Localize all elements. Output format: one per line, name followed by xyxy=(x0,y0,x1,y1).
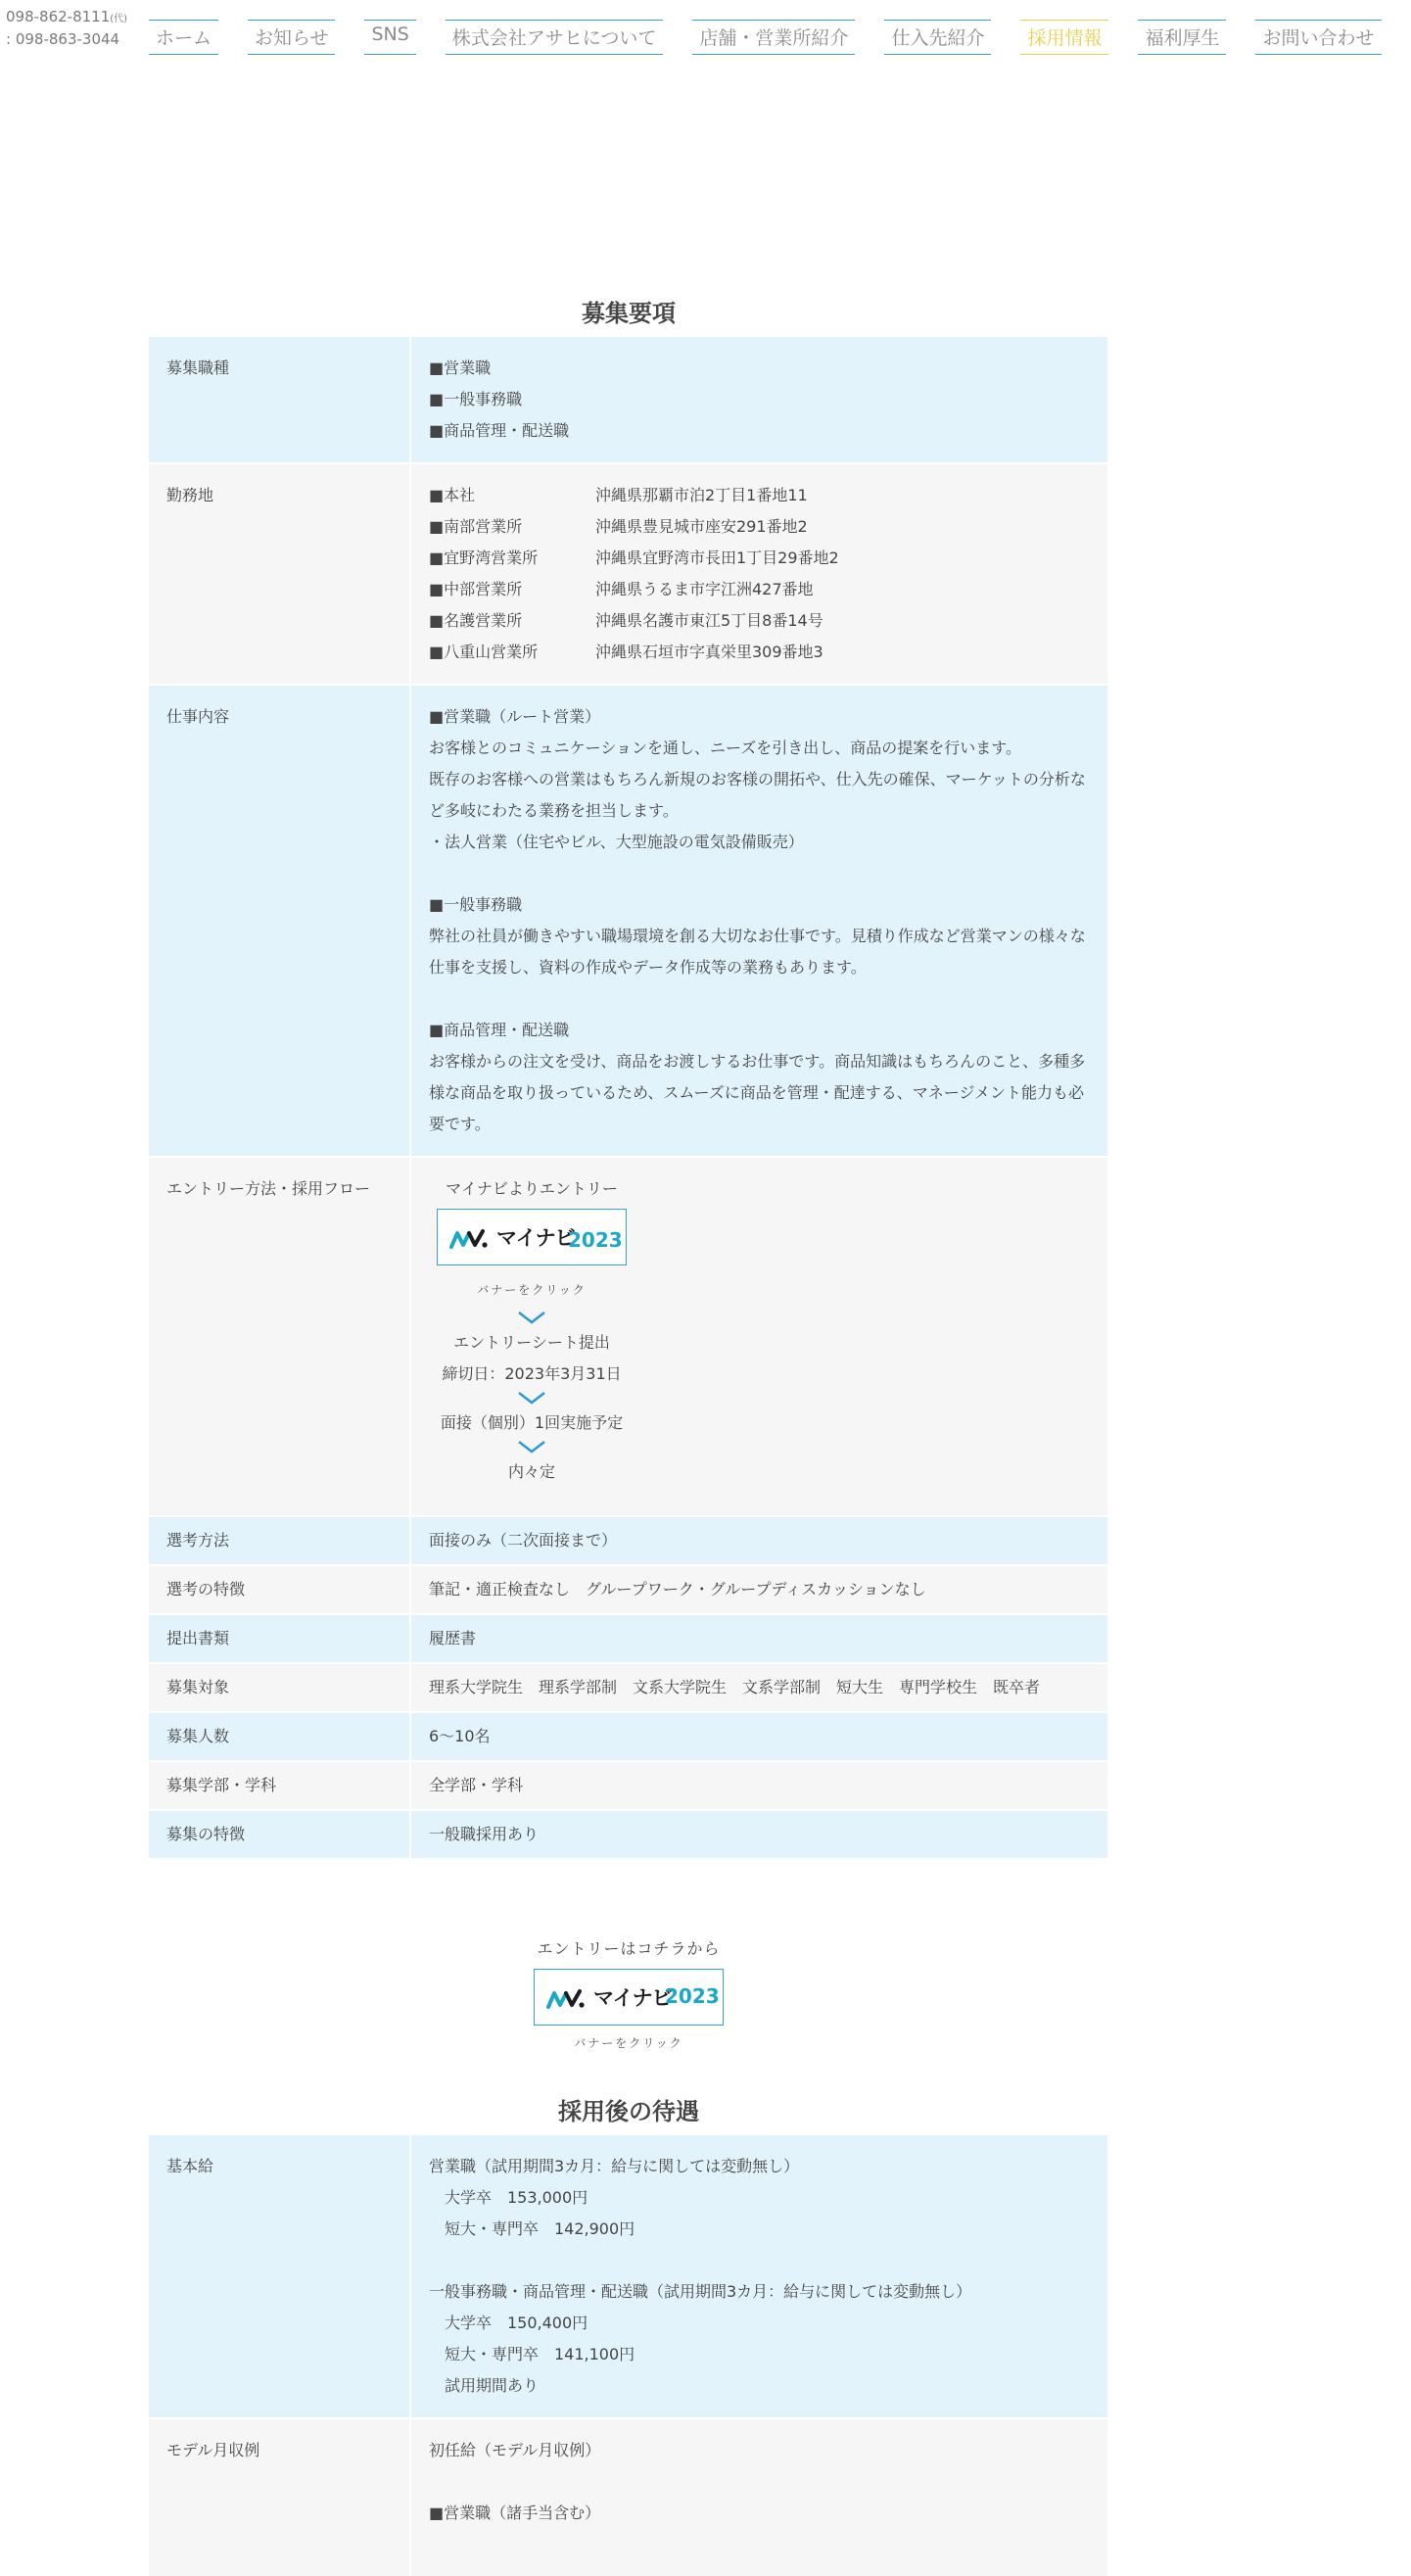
job-description-line: ・法人営業（住宅やビル、大型施設の電気設備販売） xyxy=(429,833,804,851)
row-label: 募集対象 xyxy=(149,1664,411,1711)
row-label: 勤務地 xyxy=(149,464,411,684)
treatment-table xyxy=(149,2135,1107,2576)
table-row xyxy=(149,1515,1107,1564)
location-address: 沖縄県宜野湾市長田1丁目29番地2 xyxy=(595,549,839,567)
mynavi-year: 2023 xyxy=(665,1984,720,2008)
table-row xyxy=(149,1613,1107,1662)
table-row xyxy=(149,462,1107,684)
flow-deadline: 締切日：2023年3月31日 xyxy=(442,1364,622,1383)
spacer xyxy=(429,2245,1090,2276)
job-type: ■一般事務職 xyxy=(429,390,523,408)
location-address: 沖縄県豊見城市座安291番地2 xyxy=(595,517,808,536)
table-row xyxy=(149,1564,1107,1613)
salary-line: 短大・専門卒 142,900円 xyxy=(429,2219,635,2238)
spacer xyxy=(429,2466,1090,2498)
flow-step-entry: マイナビよりエントリー xyxy=(446,1179,618,1198)
chevron-down-icon xyxy=(516,1439,547,1455)
row-value: 筆記・適正検査なし グループワーク・グループディスカッションなし xyxy=(429,1580,926,1598)
row-value: 6〜10名 xyxy=(429,1727,491,1745)
location-name: ■南部営業所 xyxy=(429,517,523,536)
mynavi-logo-icon xyxy=(449,1227,489,1249)
mynavi-brand: マイナビ xyxy=(496,1226,575,1250)
entry-block xyxy=(0,1937,1257,2053)
location-address: 沖縄県うるま市字江洲427番地 xyxy=(595,580,814,598)
job-description-line: お客様からの注文を受け、商品をお渡しするお仕事です。商品知識はもちろんのこと、多種多 xyxy=(429,1052,1086,1071)
flow-step-offer: 内々定 xyxy=(507,1462,555,1481)
job-description-line: ■一般事務職 xyxy=(429,895,523,914)
table-row xyxy=(149,1760,1107,1809)
location-name: ■八重山営業所 xyxy=(429,643,539,661)
job-description-line: ■商品管理・配送職 xyxy=(429,1021,570,1039)
nav-welfare[interactable]: 福利厚生 xyxy=(1138,20,1226,55)
salary-line: 短大・専門卒 141,100円 xyxy=(429,2345,635,2363)
tel-number[interactable]: 098-862-8111 xyxy=(6,8,111,25)
location-name: ■中部営業所 xyxy=(429,580,523,598)
nav-home[interactable]: ホーム xyxy=(149,20,218,55)
location-item xyxy=(429,605,1090,637)
nav-stores[interactable]: 店舗・営業所紹介 xyxy=(692,20,855,55)
location-address: 沖縄県那覇市泊2丁目1番地11 xyxy=(595,486,808,504)
location-name: ■宜野湾営業所 xyxy=(429,549,539,567)
model-income-line: 初任給（モデル月収例） xyxy=(429,2441,601,2459)
row-value xyxy=(411,2419,1107,2576)
row-label: モデル月収例 xyxy=(149,2419,411,2576)
chevron-down-icon xyxy=(516,1310,547,1325)
spacer xyxy=(429,2529,1090,2560)
table-row xyxy=(149,684,1107,1156)
salary-line: 営業職（試用期間3カ月：給与に関しては変動無し） xyxy=(429,2157,800,2175)
row-value: 理系大学院生 理系学部制 文系大学院生 文系学部制 短大生 専門学校生 既卒者 xyxy=(429,1678,1041,1696)
job-description-line: ■営業職（ルート営業） xyxy=(429,707,601,726)
nav-contact[interactable]: お問い合わせ xyxy=(1255,20,1381,55)
job-description-line: 仕事を支援し、資料の作成やデータ作成等の業務もあります。 xyxy=(429,958,867,977)
row-label: 募集の特徴 xyxy=(149,1811,411,1858)
entry-flow xyxy=(429,1173,635,1488)
treatment-section-title: 採用後の待遇 xyxy=(558,2098,699,2125)
spacer xyxy=(429,858,1090,889)
row-label: 募集職種 xyxy=(149,337,411,462)
table-row xyxy=(149,2417,1107,2576)
table-row xyxy=(149,1156,1107,1515)
global-nav xyxy=(149,20,1411,55)
row-label: 提出書類 xyxy=(149,1615,411,1662)
row-value xyxy=(411,337,1107,462)
job-description-line: お客様とのコミュニケーションを通し、ニーズを引き出し、商品の提案を行います。 xyxy=(429,739,1021,757)
mynavi-banner[interactable] xyxy=(437,1209,627,1265)
mynavi-banner[interactable] xyxy=(534,1969,724,2026)
contact-info xyxy=(6,7,127,50)
table-row xyxy=(149,337,1107,462)
row-label: 募集学部・学科 xyxy=(149,1762,411,1809)
spacer xyxy=(429,983,1090,1015)
nav-about[interactable]: 株式会社アサヒについて xyxy=(446,20,664,55)
salary-line: 一般事務職・商品管理・配送職（試用期間3カ月：給与に関しては変動無し） xyxy=(429,2282,972,2301)
recruit-table xyxy=(149,337,1107,1858)
row-value xyxy=(411,2135,1107,2417)
location-item xyxy=(429,480,1090,511)
row-value xyxy=(411,464,1107,684)
row-label: 基本給 xyxy=(149,2135,411,2417)
nav-recruit[interactable]: 採用情報 xyxy=(1020,20,1108,55)
job-description-line: 要です。 xyxy=(429,1115,491,1133)
table-row xyxy=(149,1711,1107,1760)
row-label: 仕事内容 xyxy=(149,686,411,1156)
row-label: 選考の特徴 xyxy=(149,1566,411,1613)
entry-lead: エントリーはコチラから xyxy=(537,1939,721,1958)
fax-number: : 098-863-3044 xyxy=(6,30,120,48)
mynavi-brand: マイナビ xyxy=(593,1986,672,2010)
flow-step-sheet: エントリーシート提出 xyxy=(453,1333,610,1352)
job-description-line: 既存のお客様への営業はもちろん新規のお客様の開拓や、仕入先の確保、マーケットの分析な xyxy=(429,770,1086,788)
table-row xyxy=(149,2135,1107,2417)
job-type: ■商品管理・配送職 xyxy=(429,421,570,440)
row-value: 履歴書 xyxy=(429,1629,477,1647)
mynavi-logo-icon xyxy=(546,1987,586,2009)
location-name: ■本社 xyxy=(429,486,476,504)
nav-news[interactable]: お知らせ xyxy=(248,20,335,55)
location-item xyxy=(429,574,1090,605)
job-description-line: 弊社の社員が働きやすい職場環境を創る大切なお仕事です。見積り作成など営業マンの様々な xyxy=(429,927,1086,945)
nav-suppliers[interactable]: 仕入先紹介 xyxy=(884,20,991,55)
row-label: エントリー方法・採用フロー xyxy=(149,1158,411,1515)
tel-note: (代) xyxy=(110,14,128,24)
location-item xyxy=(429,637,1090,668)
nav-sns[interactable]: SNS xyxy=(364,20,415,55)
row-label: 募集人数 xyxy=(149,1713,411,1760)
chevron-down-icon xyxy=(516,1390,547,1406)
table-row xyxy=(149,1809,1107,1858)
flow-step-interview: 面接（個別）1回実施予定 xyxy=(440,1413,624,1432)
row-value: 面接のみ（二次面接まで） xyxy=(429,1531,618,1550)
model-income-line: ■営業職（諸手当含む） xyxy=(429,2504,601,2522)
salary-line: 大学卒 150,400円 xyxy=(429,2314,588,2332)
location-name: ■名護営業所 xyxy=(429,611,523,630)
salary-line: 試用期間あり xyxy=(429,2376,540,2395)
banner-caption: バナーをクリック xyxy=(574,2036,683,2050)
table-row xyxy=(149,1662,1107,1711)
job-description-line: ど多岐にわたる業務を担当します。 xyxy=(429,801,679,820)
row-label: 選考方法 xyxy=(149,1517,411,1564)
job-type: ■営業職 xyxy=(429,358,492,377)
salary-line: 大学卒 153,000円 xyxy=(429,2188,588,2207)
mynavi-year: 2023 xyxy=(568,1228,623,1252)
location-address: 沖縄県石垣市字真栄里309番地3 xyxy=(595,643,823,661)
row-value xyxy=(411,1158,1107,1515)
banner-caption: バナーをクリック xyxy=(477,1283,587,1297)
row-value: 全学部・学科 xyxy=(429,1776,524,1794)
job-description-line: 様な商品を取り扱っているため、スムーズに商品を管理・配達する、マネージメント能力も必 xyxy=(429,1083,1084,1102)
location-address: 沖縄県名護市東江5丁目8番14号 xyxy=(595,611,823,630)
row-value: 一般職採用あり xyxy=(429,1825,540,1843)
row-value xyxy=(411,686,1107,1156)
location-item xyxy=(429,543,1090,574)
recruit-section-title: 募集要項 xyxy=(582,300,676,327)
location-item xyxy=(429,511,1090,543)
